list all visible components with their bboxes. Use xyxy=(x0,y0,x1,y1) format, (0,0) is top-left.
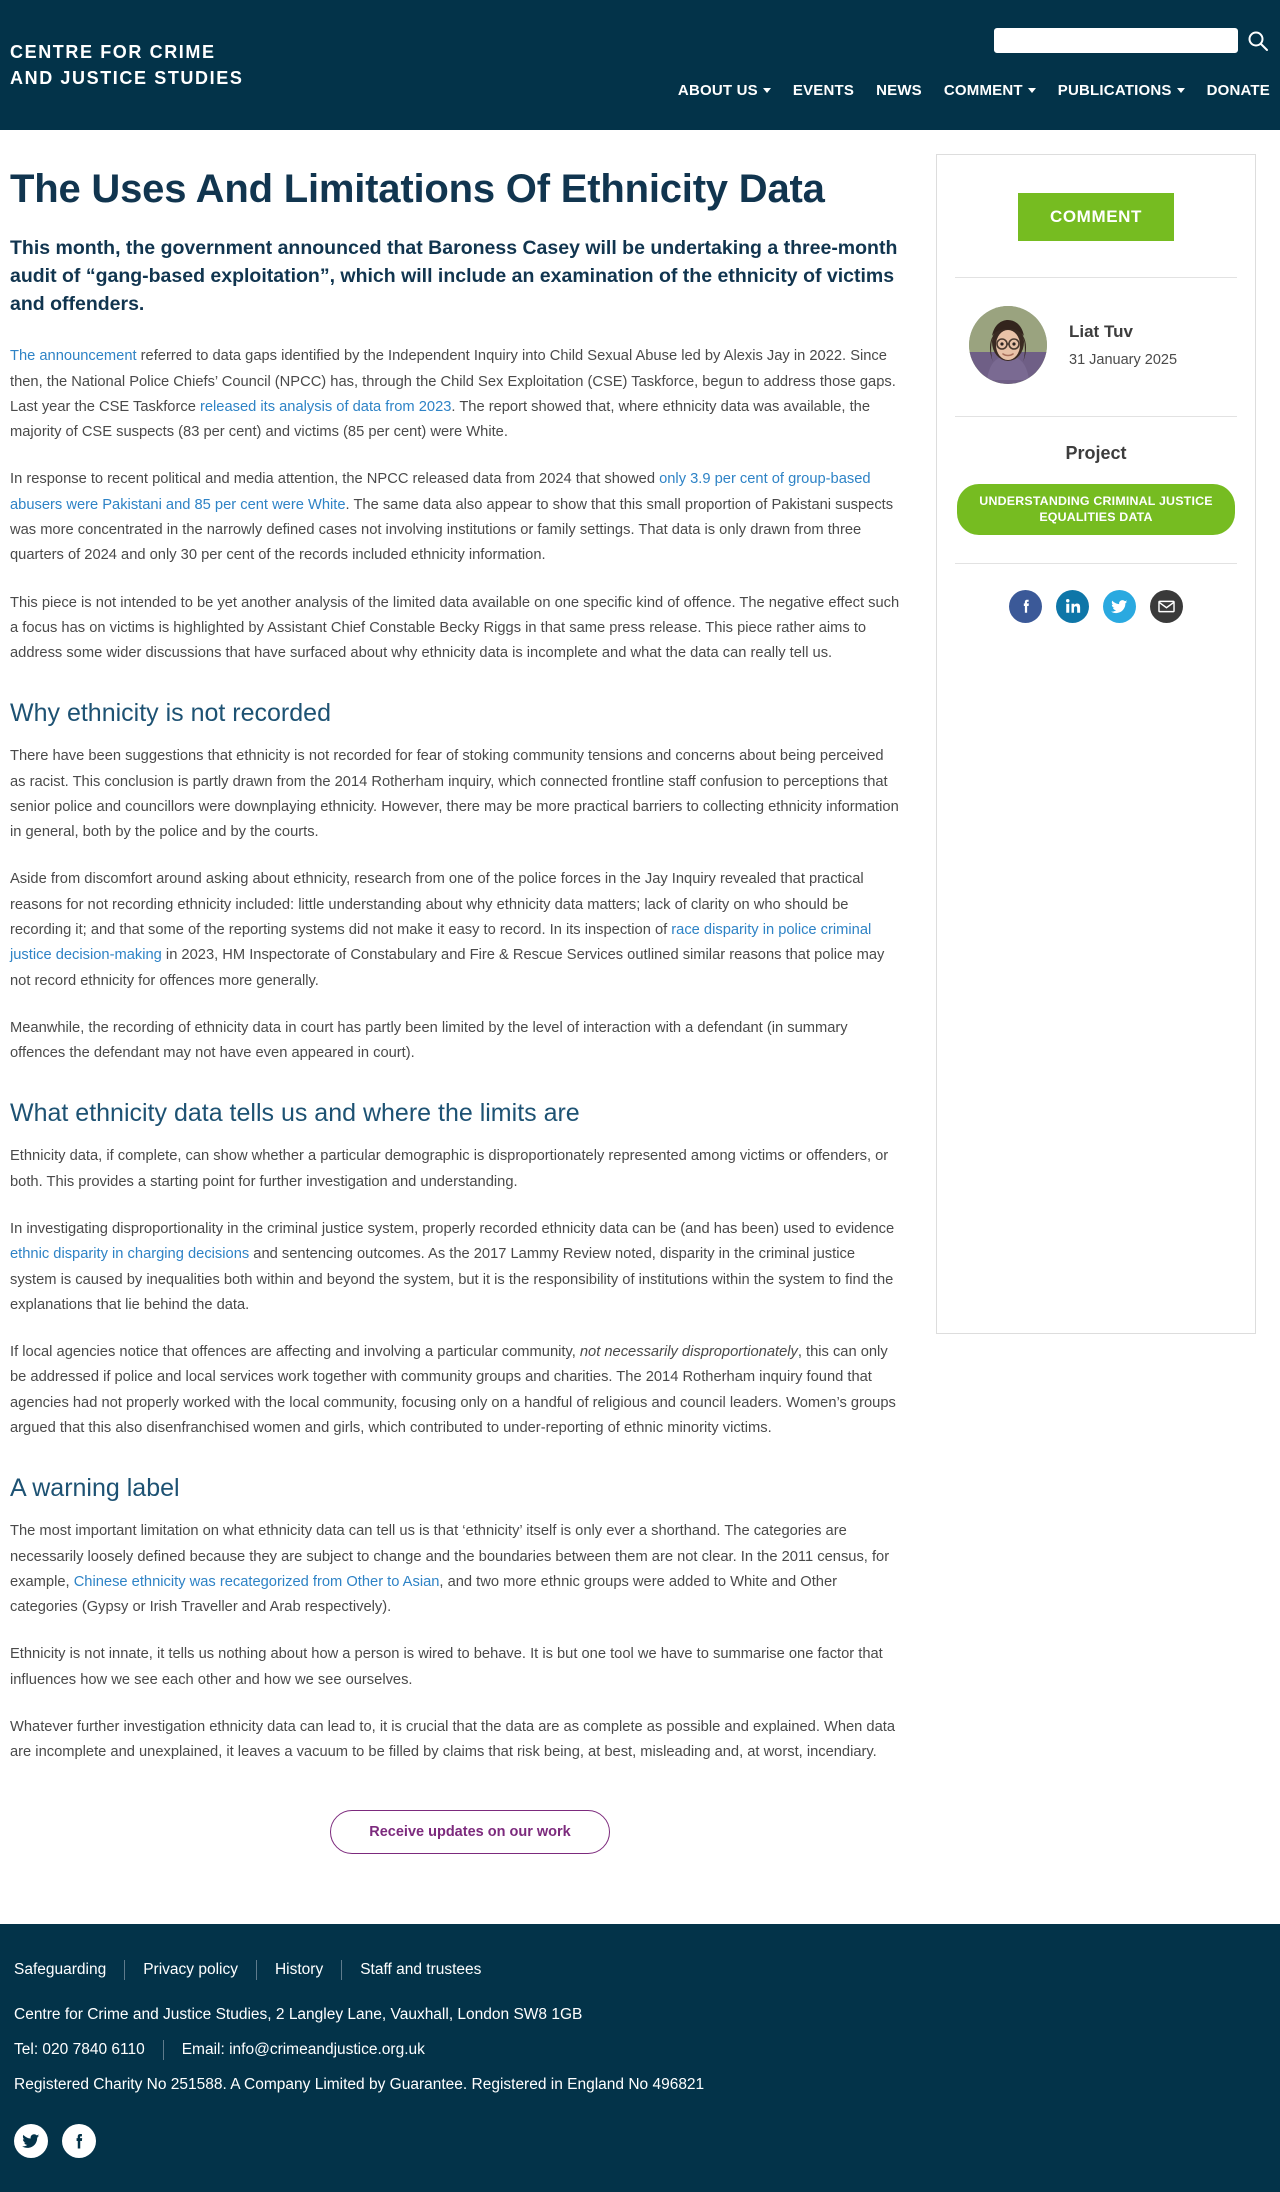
paragraph-text: . The same data also appear to show that this small proportion of Pakistani suspects was more concentrated in the narrowly defined cases not involving institutions or family settings. That data is only drawn from three quarters of 2024 and only 30 per cent of the records included ethnicity information. xyxy=(10,496,894,564)
footer-address: Centre for Crime and Justice Studies, 2 Langley Lane, Vauxhall, London SW8 1GB xyxy=(14,2005,583,2023)
footer-email[interactable]: Email: info@crimeandjustice.org.uk xyxy=(181,2040,425,2058)
nav-label: PUBLICATIONS xyxy=(1057,82,1172,99)
footer-link-safeguarding[interactable]: Safeguarding xyxy=(14,1960,107,1978)
article-paragraph-6: Meanwhile, the recording of ethnicity data in court has partly been limited by the level of interaction with a defendant (in summary offences the defendant may not have even appeared in court). xyxy=(10,1019,848,1062)
link-the-announcement[interactable]: The announcement xyxy=(10,348,137,365)
paragraph-text: . The report showed that, where ethnicity data was available, the majority of CSE suspects (83 per cent) and victims (85 per cent) were White. xyxy=(10,398,870,441)
link-ethnic-disparity-charging[interactable]: ethnic disparity in charging decisions xyxy=(10,1246,250,1263)
footer-telephone: Tel: 020 7840 6110 xyxy=(14,2040,145,2058)
article-paragraph-1 xyxy=(10,344,900,445)
site-header xyxy=(0,0,1280,130)
article-paragraph-3: This piece is not intended to be yet another analysis of the limited data available on one specific kind of offence. The negative effect such a focus has on victims is highlighted by Assistant Chief Constable Becky Riggs in that same press release. This piece rather aims to address some wider discussions that have surfaced about why ethnicity data is incomplete and what the data can really tell us. xyxy=(10,594,900,662)
article-standfirst: This month, the government announced that Baroness Casey will be undertaking a three-month audit of “gang-based exploitation”, which will include an examination of the ethnicity of victims and offenders. xyxy=(10,237,898,315)
paragraph-text: and sentencing outcomes. As the 2017 Lammy Review noted, disparity in the criminal justice system is caused by inequalities both within and beyond the system, but it is the responsibility of institutions within the system to find the explanations that lie behind the data. xyxy=(10,1246,894,1313)
site-logo[interactable] xyxy=(10,40,243,91)
avatar xyxy=(969,306,1047,384)
nav-label: COMMENT xyxy=(943,82,1023,99)
article-paragraph-9 xyxy=(10,1340,900,1441)
link-race-disparity-inspection[interactable]: race disparity in police criminal justice decision-making xyxy=(10,922,872,964)
footer-registration: Registered Charity No 251588. A Company Limited by Guarantee. Registered in England No 496821 xyxy=(14,2075,705,2093)
nav-item-events[interactable] xyxy=(793,82,854,99)
article-paragraph-12: Whatever further investigation ethnicity data can lead to, it is crucial that the data are as complete as possible and explained. When data are incomplete and unexplained, it leaves a vacuum to be filled by claims that risk being, at best, misleading and, at worst, incendiary. xyxy=(10,1718,896,1761)
share-row xyxy=(955,564,1237,633)
twitter-icon[interactable] xyxy=(14,2124,48,2158)
publish-date: 31 January 2025 xyxy=(1069,352,1178,368)
facebook-icon[interactable] xyxy=(1009,590,1042,623)
footer-link-history[interactable]: History xyxy=(274,1960,324,1978)
facebook-icon[interactable] xyxy=(62,2124,96,2158)
article-paragraph-8 xyxy=(10,1217,900,1318)
chevron-down-icon xyxy=(1177,88,1185,93)
link-cse-2023-analysis[interactable]: released its analysis of data from 2023 xyxy=(199,398,452,415)
search-input[interactable] xyxy=(994,28,1238,53)
nav-label: DONATE xyxy=(1206,82,1270,99)
article-paragraph-5 xyxy=(10,867,900,993)
nav-item-comment[interactable] xyxy=(944,82,1036,99)
nav-label: ABOUT US xyxy=(677,82,758,99)
footer-social-row xyxy=(14,2124,1270,2158)
project-label: Project xyxy=(1065,443,1127,463)
page-body xyxy=(0,130,1280,1890)
paragraph-text: If local agencies notice that offences are affecting and involving a particular community, xyxy=(10,1344,580,1361)
logo-line-1: CENTRE FOR CRIME xyxy=(10,42,216,62)
article-paragraph-4: There have been suggestions that ethnicity is not recorded for fear of stoking community tensions and concerns about being perceived as racist. This conclusion is partly drawn from the 2014 Rotherham inquiry, which connected frontline staff confusion to perceptions that senior police and councillors were downplaying ethnicity. However, there may be more practical barriers to collecting ethnicity information in general, both by the police and by the courts. xyxy=(10,748,899,841)
main-navigation xyxy=(678,82,1270,99)
link-npcc-2024-data[interactable]: only 3.9 per cent of group-based abusers were Pakistani and 85 per cent were White xyxy=(10,471,871,513)
page-title: The Uses And Limitations Of Ethnicity Data xyxy=(10,167,825,211)
search-button[interactable] xyxy=(1246,29,1270,53)
project-link[interactable]: UNDERSTANDING CRIMINAL JUSTICE EQUALITIES DATA xyxy=(957,484,1235,535)
section-heading-what-ethnicity-data-tells-us: What ethnicity data tells us and where the limits are xyxy=(10,1099,580,1128)
author-meta xyxy=(1069,322,1177,368)
divider xyxy=(163,2040,164,2060)
emphasis-text: not necessarily disproportionately xyxy=(579,1344,798,1361)
section-heading-a-warning-label: A warning label xyxy=(10,1474,180,1503)
article-paragraph-2 xyxy=(10,467,900,568)
link-chinese-ethnicity-recategorized[interactable]: Chinese ethnicity was recategorized from Other to Asian xyxy=(73,1573,440,1590)
paragraph-text: in 2023, HM Inspectorate of Constabulary and Fire & Rescue Services outlined similar reasons that police may not record ethnicity for offences more generally. xyxy=(10,947,885,989)
comment-category-button[interactable]: COMMENT xyxy=(1018,193,1174,241)
logo-line-2: AND JUSTICE STUDIES xyxy=(10,67,244,88)
paragraph-text: The most important limitation on what ethnicity data can tell us is that ‘ethnicity’ itself is only ever a shorthand. The categories are necessarily loosely defined because they are subject to change and the boundaries between them are not clear. In the 2011 census, for example, xyxy=(10,1523,890,1590)
paragraph-text: Aside from discomfort around asking about ethnicity, research from one of the police forces in the Jay Inquiry revealed that practical reasons for not recording ethnicity included: little understanding about why ethnicity data matters; lack of clarity on who should be recording it; and that some of the reporting systems did not make it easy to record. In its inspection of xyxy=(10,871,864,939)
search-area xyxy=(994,28,1270,53)
nav-item-news[interactable] xyxy=(876,82,922,99)
search-icon xyxy=(1246,41,1270,56)
paragraph-text: In response to recent political and media attention, the NPCC released data from 2024 that showed xyxy=(10,471,660,488)
footer-links xyxy=(10,1960,1270,1980)
nav-item-publications[interactable] xyxy=(1058,82,1185,99)
sidebar xyxy=(936,154,1256,1334)
paragraph-text: referred to data gaps identified by the Independent Inquiry into Child Sexual Abuse led by Alexis Jay in 2022. Since then, the National Police Chiefs’ Council (NPCC) has, through the Child Sex Exploitation (CSE) Taskforce, begun to address those gaps. Last year the CSE Taskforce xyxy=(10,348,896,415)
site-footer xyxy=(0,1924,1280,2192)
author-block xyxy=(955,278,1237,416)
article-paragraph-10 xyxy=(10,1519,900,1620)
nav-label: NEWS xyxy=(876,82,922,99)
nav-item-donate[interactable] xyxy=(1207,82,1270,99)
author-name[interactable]: Liat Tuv xyxy=(1069,322,1133,341)
receive-updates-button[interactable]: Receive updates on our work xyxy=(330,1810,609,1854)
comment-button-area xyxy=(955,177,1237,277)
paragraph-text: , this can only be addressed if police and local services work together with community groups and charities. The 2014 Rotherham inquiry found that agencies had not properly worked with the local community, focusing only on a handful of religious and council leaders. Women’s groups argued that this also disenfranchised women and girls, which contributed to under-reporting of ethnic minority victims. xyxy=(10,1344,896,1436)
project-block xyxy=(955,417,1237,563)
section-heading-why-ethnicity-is-not-recorded: Why ethnicity is not recorded xyxy=(10,699,331,728)
email-icon[interactable] xyxy=(1150,590,1183,623)
paragraph-text: In investigating disproportionality in the criminal justice system, properly recorded ethnicity data can be (and has been) used to evidence xyxy=(10,1221,895,1237)
chevron-down-icon xyxy=(763,88,771,93)
nav-item-about-us[interactable] xyxy=(678,82,771,99)
chevron-down-icon xyxy=(1028,88,1036,93)
footer-link-privacy-policy[interactable]: Privacy policy xyxy=(143,1960,238,1978)
article-paragraph-11: Ethnicity is not innate, it tells us nothing about how a person is wired to behave. It is but one tool we have to summarise one factor that influences how we see each other and how we see ourselves. xyxy=(10,1646,883,1688)
paragraph-text: , and two more ethnic groups were added to White and Other categories (Gypsy or Irish Traveller and Arab respectively). xyxy=(10,1573,838,1616)
twitter-icon[interactable] xyxy=(1103,590,1136,623)
cta-area xyxy=(10,1810,900,1854)
article-paragraph-7: Ethnicity data, if complete, can show whether a particular demographic is disproportionately represented among victims or offenders, or both. This provides a starting point for further investigation and understanding. xyxy=(10,1148,889,1190)
footer-link-staff-and-trustees[interactable]: Staff and trustees xyxy=(360,1960,482,1978)
article-column xyxy=(10,154,930,1890)
nav-label: EVENTS xyxy=(792,82,855,99)
linkedin-icon[interactable] xyxy=(1056,590,1089,623)
footer-contact xyxy=(14,2040,1270,2060)
